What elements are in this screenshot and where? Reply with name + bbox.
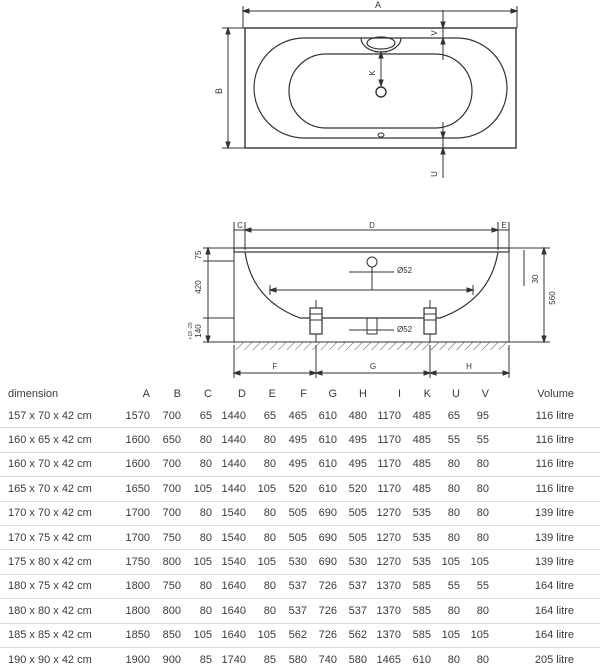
value-cell: 495 bbox=[348, 434, 367, 447]
value-cell: 610 bbox=[412, 653, 431, 666]
value-cell: 530 bbox=[288, 556, 307, 569]
value-cell: 1640 bbox=[221, 604, 246, 617]
value-cell: 1170 bbox=[377, 482, 401, 495]
value-cell: 80 bbox=[476, 482, 489, 495]
dimension-cell: 160 x 70 x 42 cm bbox=[8, 458, 92, 471]
value-cell: 1465 bbox=[376, 653, 401, 666]
value-cell: 537 bbox=[348, 580, 367, 593]
value-cell: 800 bbox=[162, 556, 181, 569]
volume-cell: 205 litre bbox=[534, 653, 574, 666]
value-cell: 80 bbox=[447, 482, 460, 495]
value-cell: 80 bbox=[476, 458, 489, 471]
value-cell: 1370 bbox=[376, 580, 401, 593]
label-a: A bbox=[374, 0, 382, 10]
header-cell: C bbox=[204, 387, 212, 400]
value-cell: 520 bbox=[288, 482, 307, 495]
label-d: D bbox=[369, 221, 375, 230]
table-row bbox=[0, 550, 600, 574]
value-cell: 65 bbox=[263, 409, 276, 422]
dimension-table bbox=[0, 383, 600, 671]
value-cell: 1270 bbox=[376, 507, 401, 520]
value-cell: 105 bbox=[441, 556, 460, 569]
top-view bbox=[222, 6, 517, 178]
value-cell: 580 bbox=[348, 653, 367, 666]
label-dim75: 75 bbox=[194, 250, 203, 260]
dimension-cell: 180 x 75 x 42 cm bbox=[8, 580, 92, 593]
value-cell: 750 bbox=[162, 531, 181, 544]
label-i: I bbox=[370, 281, 374, 290]
table-row bbox=[0, 647, 600, 671]
label-dim-tolerance: +18 -20 bbox=[188, 322, 194, 340]
header-cell: V bbox=[481, 387, 489, 400]
value-cell: 495 bbox=[288, 434, 307, 447]
value-cell: 690 bbox=[318, 556, 337, 569]
value-cell: 80 bbox=[263, 604, 276, 617]
value-cell: 80 bbox=[447, 604, 460, 617]
value-cell: 505 bbox=[288, 507, 307, 520]
value-cell: 105 bbox=[257, 482, 276, 495]
value-cell: 80 bbox=[447, 458, 460, 471]
value-cell: 1700 bbox=[125, 531, 150, 544]
table-row bbox=[0, 452, 600, 476]
label-v: V bbox=[430, 30, 439, 36]
value-cell: 105 bbox=[257, 629, 276, 642]
value-cell: 726 bbox=[318, 604, 337, 617]
label-dim140: 140 bbox=[194, 324, 203, 338]
value-cell: 65 bbox=[447, 409, 460, 422]
value-cell: 480 bbox=[348, 409, 367, 422]
label-g: G bbox=[369, 362, 377, 371]
value-cell: 1570 bbox=[125, 409, 150, 422]
value-cell: 485 bbox=[412, 434, 431, 447]
table-header-row bbox=[0, 383, 600, 404]
volume-cell: 116 litre bbox=[535, 434, 574, 447]
value-cell: 105 bbox=[470, 556, 489, 569]
header-cell: B bbox=[173, 387, 181, 400]
value-cell: 80 bbox=[263, 434, 276, 447]
value-cell: 495 bbox=[288, 458, 307, 471]
value-cell: 535 bbox=[412, 507, 431, 520]
value-cell: 562 bbox=[288, 629, 307, 642]
value-cell: 1800 bbox=[125, 604, 150, 617]
value-cell: 700 bbox=[162, 458, 181, 471]
label-e: E bbox=[501, 221, 507, 230]
dimension-cell: 175 x 80 x 42 cm bbox=[8, 556, 92, 569]
value-cell: 537 bbox=[288, 604, 307, 617]
dimension-cell: 180 x 80 x 42 cm bbox=[8, 604, 92, 617]
value-cell: 485 bbox=[412, 482, 431, 495]
value-cell: 537 bbox=[288, 580, 307, 593]
value-cell: 1600 bbox=[125, 458, 150, 471]
value-cell: 1440 bbox=[221, 482, 246, 495]
value-cell: 1900 bbox=[125, 653, 150, 666]
header-cell: K bbox=[423, 387, 431, 400]
value-cell: 80 bbox=[199, 580, 212, 593]
table-row bbox=[0, 599, 600, 623]
value-cell: 700 bbox=[162, 482, 181, 495]
value-cell: 1800 bbox=[125, 580, 150, 593]
volume-cell: 116 litre bbox=[535, 458, 574, 471]
header-cell: U bbox=[452, 387, 460, 400]
value-cell: 105 bbox=[441, 629, 460, 642]
value-cell: 80 bbox=[199, 458, 212, 471]
value-cell: 1750 bbox=[125, 556, 150, 569]
header-cell: F bbox=[300, 387, 307, 400]
label-u: U bbox=[430, 171, 439, 177]
header-cell: H bbox=[359, 387, 367, 400]
volume-cell: 116 litre bbox=[535, 409, 574, 422]
value-cell: 80 bbox=[199, 531, 212, 544]
value-cell: 585 bbox=[412, 604, 431, 617]
value-cell: 85 bbox=[263, 653, 276, 666]
value-cell: 485 bbox=[412, 409, 431, 422]
dimension-cell: 157 x 70 x 42 cm bbox=[8, 409, 92, 422]
value-cell: 1700 bbox=[125, 507, 150, 520]
value-cell: 1170 bbox=[377, 409, 401, 422]
value-cell: 80 bbox=[199, 604, 212, 617]
value-cell: 85 bbox=[199, 653, 212, 666]
value-cell: 1850 bbox=[125, 629, 150, 642]
header-cell: A bbox=[142, 387, 150, 400]
value-cell: 505 bbox=[348, 531, 367, 544]
value-cell: 80 bbox=[199, 507, 212, 520]
table-row bbox=[0, 477, 600, 501]
value-cell: 105 bbox=[257, 556, 276, 569]
header-cell: I bbox=[397, 387, 401, 400]
value-cell: 535 bbox=[412, 556, 431, 569]
label-dim30: 30 bbox=[531, 274, 540, 284]
floor-hatch bbox=[234, 342, 509, 350]
value-cell: 610 bbox=[318, 482, 337, 495]
value-cell: 495 bbox=[348, 458, 367, 471]
value-cell: 1540 bbox=[221, 531, 246, 544]
value-cell: 95 bbox=[476, 409, 489, 422]
label-f: F bbox=[272, 362, 278, 371]
value-cell: 80 bbox=[263, 507, 276, 520]
value-cell: 80 bbox=[476, 653, 489, 666]
value-cell: 105 bbox=[193, 556, 212, 569]
value-cell: 80 bbox=[476, 507, 489, 520]
value-cell: 1370 bbox=[376, 629, 401, 642]
dimension-cell: 165 x 70 x 42 cm bbox=[8, 482, 92, 495]
value-cell: 485 bbox=[412, 458, 431, 471]
value-cell: 465 bbox=[288, 409, 307, 422]
volume-cell: 164 litre bbox=[534, 580, 574, 593]
value-cell: 1270 bbox=[376, 556, 401, 569]
value-cell: 80 bbox=[263, 580, 276, 593]
label-c: C bbox=[237, 221, 243, 230]
value-cell: 1640 bbox=[221, 580, 246, 593]
volume-cell: 116 litre bbox=[535, 482, 574, 495]
value-cell: 1440 bbox=[221, 458, 246, 471]
value-cell: 726 bbox=[318, 629, 337, 642]
table-row bbox=[0, 623, 600, 647]
value-cell: 80 bbox=[447, 507, 460, 520]
value-cell: 80 bbox=[263, 531, 276, 544]
label-dim560: 560 bbox=[548, 291, 557, 305]
value-cell: 80 bbox=[476, 604, 489, 617]
value-cell: 1640 bbox=[221, 629, 246, 642]
value-cell: 1650 bbox=[125, 482, 150, 495]
value-cell: 537 bbox=[348, 604, 367, 617]
header-cell: E bbox=[268, 387, 276, 400]
value-cell: 610 bbox=[318, 458, 337, 471]
table-row bbox=[0, 574, 600, 598]
volume-cell: 164 litre bbox=[534, 629, 574, 642]
value-cell: 850 bbox=[162, 629, 181, 642]
value-cell: 700 bbox=[162, 507, 181, 520]
header-cell: D bbox=[238, 387, 246, 400]
value-cell: 1170 bbox=[377, 434, 401, 447]
label-b: B bbox=[214, 87, 224, 95]
value-cell: 650 bbox=[162, 434, 181, 447]
volume-cell: 139 litre bbox=[534, 507, 574, 520]
dimension-cell: 160 x 65 x 42 cm bbox=[8, 434, 92, 447]
value-cell: 80 bbox=[447, 653, 460, 666]
value-cell: 800 bbox=[162, 604, 181, 617]
volume-cell: 164 litre bbox=[534, 604, 574, 617]
dimension-cell: 170 x 70 x 42 cm bbox=[8, 507, 92, 520]
value-cell: 690 bbox=[318, 507, 337, 520]
value-cell: 80 bbox=[263, 458, 276, 471]
table-row bbox=[0, 525, 600, 549]
value-cell: 530 bbox=[348, 556, 367, 569]
value-cell: 585 bbox=[412, 580, 431, 593]
value-cell: 105 bbox=[193, 482, 212, 495]
value-cell: 1540 bbox=[221, 556, 246, 569]
value-cell: 700 bbox=[162, 409, 181, 422]
table-body bbox=[0, 404, 600, 671]
value-cell: 80 bbox=[476, 531, 489, 544]
value-cell: 1440 bbox=[221, 434, 246, 447]
label-k: K bbox=[368, 70, 377, 76]
value-cell: 105 bbox=[193, 629, 212, 642]
table-row bbox=[0, 404, 600, 428]
value-cell: 1740 bbox=[221, 653, 246, 666]
value-cell: 610 bbox=[318, 434, 337, 447]
value-cell: 505 bbox=[348, 507, 367, 520]
value-cell: 1170 bbox=[377, 458, 401, 471]
value-cell: 1440 bbox=[221, 409, 246, 422]
volume-cell: 139 litre bbox=[534, 556, 574, 569]
value-cell: 1540 bbox=[221, 507, 246, 520]
volume-cell: 139 litre bbox=[534, 531, 574, 544]
dimension-cell: 190 x 90 x 42 cm bbox=[8, 653, 92, 666]
value-cell: 1270 bbox=[376, 531, 401, 544]
table-row bbox=[0, 501, 600, 525]
value-cell: 80 bbox=[199, 434, 212, 447]
value-cell: 55 bbox=[447, 580, 460, 593]
value-cell: 562 bbox=[348, 629, 367, 642]
dimension-cell: 185 x 85 x 42 cm bbox=[8, 629, 92, 642]
value-cell: 740 bbox=[318, 653, 337, 666]
value-cell: 690 bbox=[318, 531, 337, 544]
value-cell: 55 bbox=[476, 434, 489, 447]
value-cell: 1600 bbox=[125, 434, 150, 447]
side-view bbox=[203, 222, 550, 378]
value-cell: 80 bbox=[447, 531, 460, 544]
header-cell: dimension bbox=[8, 387, 59, 400]
value-cell: 726 bbox=[318, 580, 337, 593]
value-cell: 520 bbox=[348, 482, 367, 495]
dimension-cell: 170 x 75 x 42 cm bbox=[8, 531, 92, 544]
table-row bbox=[0, 428, 600, 452]
header-cell: Volume bbox=[537, 387, 574, 400]
header-cell: G bbox=[328, 387, 337, 400]
label-dim420: 420 bbox=[194, 280, 203, 294]
value-cell: 1370 bbox=[376, 604, 401, 617]
value-cell: 535 bbox=[412, 531, 431, 544]
value-cell: 580 bbox=[288, 653, 307, 666]
value-cell: 105 bbox=[470, 629, 489, 642]
value-cell: 55 bbox=[476, 580, 489, 593]
label-d52-lower: Ø52 bbox=[397, 325, 413, 334]
value-cell: 65 bbox=[199, 409, 212, 422]
value-cell: 585 bbox=[412, 629, 431, 642]
label-h: H bbox=[466, 362, 472, 371]
value-cell: 505 bbox=[288, 531, 307, 544]
value-cell: 900 bbox=[162, 653, 181, 666]
value-cell: 750 bbox=[162, 580, 181, 593]
value-cell: 55 bbox=[447, 434, 460, 447]
label-d52-upper: Ø52 bbox=[397, 266, 413, 275]
value-cell: 610 bbox=[318, 409, 337, 422]
